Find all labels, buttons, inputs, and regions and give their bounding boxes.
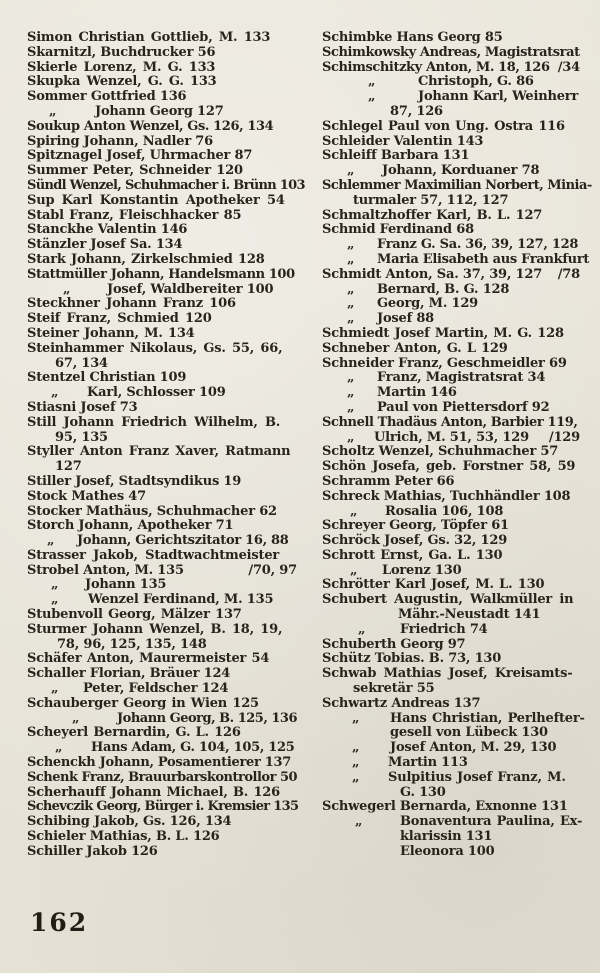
entry-text: Schimschitzky Anton, M. 18, 126 xyxy=(322,59,550,75)
entry-text: Schmid Ferdinand 68 xyxy=(322,222,474,238)
index-entry-line xyxy=(27,756,297,771)
index-entry-line xyxy=(322,578,580,593)
entry-text: Sulpitius Josef Franz, M. xyxy=(388,769,566,785)
index-entry-line xyxy=(27,431,297,446)
entry-text: Schwegerl Bernarda, Exnonne 131 xyxy=(322,799,568,815)
entry-text: Schröck Josef, Gs. 32, 129 xyxy=(322,533,508,549)
index-entry-line xyxy=(322,357,580,372)
entry-text: Schuberth Georg 97 xyxy=(322,636,466,652)
ditto-mark: „ xyxy=(347,163,355,179)
index-entry-line xyxy=(322,401,580,416)
index-entry-line xyxy=(27,120,297,135)
index-entry-line xyxy=(322,135,580,150)
ditto-mark: „ xyxy=(51,385,59,401)
entry-text: Schreck Mathias, Tuchhändler 108 xyxy=(322,488,571,504)
entry-text: Bernard, B. G. 128 xyxy=(377,281,510,297)
index-entry-line xyxy=(322,268,580,283)
entry-text: Schütz Tobias. B. 73, 130 xyxy=(322,651,502,667)
entry-text: Storch Johann, Apotheker 71 xyxy=(27,518,234,534)
index-entry-line xyxy=(27,297,297,312)
entry-text: Rosalia 106, 108 xyxy=(385,503,504,519)
entry-text: Franz G. Sa. 36, 39, 127, 128 xyxy=(377,237,579,253)
entry-text: Bonaventura Paulina, Ex- xyxy=(400,814,583,830)
index-entry-line xyxy=(27,667,297,682)
index-entry-line xyxy=(27,593,297,608)
index-entry-line xyxy=(322,164,580,179)
page-number: 162 xyxy=(30,908,89,937)
entry-text: Schimkowsky Andreas, Magistratsrat xyxy=(322,44,580,60)
index-entry-line xyxy=(27,238,297,253)
index-entry-line xyxy=(322,741,580,756)
index-entry-line xyxy=(27,830,297,845)
index-entry-line xyxy=(27,741,297,756)
ditto-mark: „ xyxy=(347,281,355,297)
index-entry-line xyxy=(322,149,580,164)
index-entry-line xyxy=(27,490,297,505)
ditto-mark: „ xyxy=(358,621,366,637)
index-entry-line xyxy=(322,46,580,61)
index-entry-line xyxy=(27,327,297,342)
entry-text: Stark Johann, Zirkelschmied 128 xyxy=(27,251,265,267)
entry-text: Sturmer Johann Wenzel, B. 18, 19, xyxy=(27,621,283,637)
entry-text: Soukup Anton Wenzel, Gs. 126, 134 xyxy=(27,118,274,134)
entry-text: Schibing Jakob, Gs. 126, 134 xyxy=(27,814,232,830)
entry-text: sekretär 55 xyxy=(353,681,435,697)
index-entry-line xyxy=(322,490,580,505)
index-entry-line xyxy=(322,710,585,727)
index-entry-line xyxy=(27,75,297,90)
index-entry-line xyxy=(27,90,297,105)
entry-page-ref-right: /129 xyxy=(548,429,580,445)
index-entry-line xyxy=(322,475,580,490)
entry-page-ref-right: /34 xyxy=(557,59,580,75)
entry-text: Franz, Magistratsrat 34 xyxy=(377,370,546,386)
index-entry-line xyxy=(322,771,580,786)
index-entry-line xyxy=(322,682,580,697)
entry-text: Sündl Wenzel, Schuhmacher i. Brünn 103 xyxy=(27,177,305,193)
entry-text: Johann Georg 127 xyxy=(95,103,224,119)
index-entry-line xyxy=(322,549,580,564)
entry-text: Schmaltzhoffer Karl, B. L. 127 xyxy=(322,207,543,223)
ditto-mark: „ xyxy=(55,740,63,756)
entry-text: Stänzler Josef Sa. 134 xyxy=(27,237,183,253)
entry-text: Steinhammer Nikolaus, Gs. 55, 66, xyxy=(27,340,283,356)
index-entry-line xyxy=(322,460,580,475)
entry-text: Schwartz Andreas 137 xyxy=(322,695,481,711)
entry-text: Summer Peter, Schneider 120 xyxy=(27,163,243,179)
index-entry-line xyxy=(322,638,580,653)
entry-text: Schreyer Georg, Töpfer 61 xyxy=(322,518,509,534)
entry-text: Christoph, G. 86 xyxy=(418,74,534,90)
index-entry-line xyxy=(322,75,580,90)
entry-text: Johann Georg, B. 125, 136 xyxy=(117,710,298,726)
ditto-mark: „ xyxy=(368,89,376,105)
index-entry-line xyxy=(27,697,297,712)
index-entry-line xyxy=(322,223,580,238)
index-entry-line xyxy=(322,416,580,431)
entry-text: Strasser Jakob, Stadtwachtmeister xyxy=(27,547,280,563)
index-entry-line xyxy=(27,786,297,801)
ditto-mark: „ xyxy=(368,74,376,90)
entry-text: G. 130 xyxy=(400,784,446,800)
index-entry-line xyxy=(27,194,297,209)
entry-text: Schwab Mathias Josef, Kreisamts- xyxy=(322,666,573,682)
index-entry-line xyxy=(27,283,297,298)
index-entry-line xyxy=(322,120,580,135)
ditto-mark: „ xyxy=(352,740,360,756)
index-entry-line xyxy=(322,371,580,386)
index-column-left xyxy=(27,30,305,860)
entry-text: Josef, Waldbereiter 100 xyxy=(107,281,274,297)
index-entry-line xyxy=(27,652,297,667)
ditto-mark: „ xyxy=(347,237,355,253)
index-entry-line xyxy=(27,682,297,697)
index-entry-line xyxy=(322,342,580,357)
index-entry-line xyxy=(322,756,580,771)
entry-text: Stentzel Christian 109 xyxy=(27,370,187,386)
entry-text: Eleonora 100 xyxy=(400,843,495,859)
entry-text: Schön Josefa, geb. Forstner 58, 59 xyxy=(322,459,576,475)
entry-text: Schubert Augustin, Walkmüller in xyxy=(322,592,574,608)
index-entry-line xyxy=(322,593,580,608)
entry-text: Stocker Mathäus, Schuhmacher 62 xyxy=(27,503,277,519)
entry-text: Scheyerl Bernardin, G. L. 126 xyxy=(27,725,241,741)
entry-text: turmaler 57, 112, 127 xyxy=(353,192,509,208)
index-entry-line xyxy=(27,608,297,623)
ditto-mark: „ xyxy=(352,710,360,726)
ditto-mark: „ xyxy=(352,769,360,785)
entry-text: Schevczik Georg, Bürger i. Kremsier 135 xyxy=(27,799,299,815)
entry-text: Mähr.-Neustadt 141 xyxy=(398,607,541,623)
entry-text: Schleider Valentin 143 xyxy=(322,133,484,149)
entry-text: Sup Karl Konstantin Apotheker 54 xyxy=(27,192,285,208)
index-entry-line xyxy=(322,830,580,845)
entry-text: Lorenz 130 xyxy=(382,562,462,578)
index-entry-line xyxy=(27,549,297,564)
entry-text: Schaller Florian, Bräuer 124 xyxy=(27,666,231,682)
index-entry-line xyxy=(27,460,297,475)
entry-text: Steckhner Johann Franz 106 xyxy=(27,296,236,312)
index-entry-line xyxy=(27,475,297,490)
entry-text: Schlemmer Maximilian Norbert, Minia- xyxy=(322,177,592,193)
ditto-mark: „ xyxy=(355,814,363,830)
index-entry-line xyxy=(322,90,580,105)
index-entry-line xyxy=(322,297,580,312)
entry-text: Styller Anton Franz Xaver, Ratmann xyxy=(27,444,291,460)
entry-text: Schieler Mathias, B. L. 126 xyxy=(27,829,220,845)
ditto-mark: „ xyxy=(350,503,358,519)
index-entry-line xyxy=(27,564,297,579)
index-entry-line xyxy=(322,194,580,209)
index-entry-line xyxy=(27,268,297,283)
index-entry-line xyxy=(322,652,580,667)
entry-text: Johann Karl, Weinherr xyxy=(418,89,579,105)
index-entry-line xyxy=(27,416,297,431)
entry-text: Josef 88 xyxy=(377,311,435,327)
entry-text: Martin 146 xyxy=(377,385,457,401)
index-entry-line xyxy=(322,327,580,342)
entry-text: Wenzel Ferdinand, M. 135 xyxy=(88,592,274,608)
entry-page-ref-right: /78 xyxy=(557,266,580,282)
index-entry-line xyxy=(27,342,297,357)
entry-text: Stattmüller Johann, Handelsmann 100 xyxy=(27,266,295,282)
entry-text: Schlegel Paul von Ung. Ostra 116 xyxy=(322,118,565,134)
index-entry-line xyxy=(322,177,592,194)
entry-text: Schenk Franz, Brauurbarskontrollor 50 xyxy=(27,769,298,785)
index-entry-line xyxy=(27,815,297,830)
entry-text: Johann, Korduaner 78 xyxy=(382,163,540,179)
ditto-mark: „ xyxy=(49,103,57,119)
ditto-mark: „ xyxy=(352,755,360,771)
ditto-mark: „ xyxy=(47,533,55,549)
entry-text: Martin 113 xyxy=(388,755,468,771)
index-entry-line xyxy=(322,386,580,401)
entry-text: Simon Christian Gottlieb, M. 133 xyxy=(27,30,271,45)
entry-text: Scholtz Wenzel, Schuhmacher 57 xyxy=(322,444,559,460)
entry-text: 95, 135 xyxy=(55,429,108,445)
ditto-mark: „ xyxy=(347,385,355,401)
index-entry-line xyxy=(322,726,580,741)
index-entry-line xyxy=(322,564,580,579)
entry-text: Schneber Anton, G. L 129 xyxy=(322,340,508,356)
entry-text: Schauberger Georg in Wien 125 xyxy=(27,695,259,711)
index-column-right xyxy=(322,30,592,860)
entry-text: Peter, Feldscher 124 xyxy=(83,681,229,697)
index-entry-line xyxy=(27,253,297,268)
ditto-mark: „ xyxy=(72,710,80,726)
entry-text: Steif Franz, Schmied 120 xyxy=(27,311,212,327)
entry-text: Stock Mathes 47 xyxy=(27,488,146,504)
entry-text: Skupka Wenzel, G. G. 133 xyxy=(27,74,217,90)
index-entry-line xyxy=(322,623,580,638)
entry-text: Stanckhe Valentin 146 xyxy=(27,222,188,238)
entry-text: Stiller Josef, Stadtsyndikus 19 xyxy=(27,473,242,489)
entry-text: Strobel Anton, M. 135 xyxy=(27,562,184,578)
index-entry-line xyxy=(27,31,297,46)
entry-text: Paul von Piettersdorf 92 xyxy=(377,399,550,415)
ditto-mark: „ xyxy=(347,311,355,327)
index-entry-line xyxy=(27,149,297,164)
entry-text: 67, 134 xyxy=(55,355,108,371)
index-entry-line xyxy=(322,786,580,801)
index-entry-line xyxy=(322,519,580,534)
index-entry-line xyxy=(27,401,297,416)
index-entry-line xyxy=(322,845,580,860)
entry-text: Johann, Gerichtszitator 16, 88 xyxy=(77,533,289,549)
index-entry-line xyxy=(27,845,297,860)
index-entry-line xyxy=(322,283,580,298)
entry-text: Stabl Franz, Fleischhacker 85 xyxy=(27,207,242,223)
entry-text: Schiller Jakob 126 xyxy=(27,843,158,859)
ditto-mark: „ xyxy=(350,562,358,578)
index-entry-line xyxy=(27,800,297,815)
index-entry-line xyxy=(27,534,297,549)
entry-text: 127 xyxy=(55,459,82,475)
index-entry-line xyxy=(27,371,297,386)
index-entry-line xyxy=(322,814,583,830)
index-entry-line xyxy=(27,386,297,401)
index-entry-line xyxy=(27,209,297,224)
ditto-mark: „ xyxy=(347,251,355,267)
index-entry-line xyxy=(27,726,297,741)
index-entry-line xyxy=(322,209,580,224)
index-entry-line xyxy=(27,61,297,76)
entry-text: 78, 96, 125, 135, 148 xyxy=(57,636,207,652)
entry-text: Johann 135 xyxy=(85,577,167,593)
ditto-mark: „ xyxy=(51,681,59,697)
ditto-mark: „ xyxy=(347,296,355,312)
entry-text: Schrott Ernst, Ga. L. 130 xyxy=(322,547,503,563)
index-entry-line xyxy=(322,31,580,46)
index-entry-line xyxy=(27,771,297,786)
index-entry-line xyxy=(27,519,297,534)
index-entry-line xyxy=(322,534,580,549)
entry-text: 87, 126 xyxy=(390,103,443,119)
entry-text: Steiner Johann, M. 134 xyxy=(27,325,195,341)
ditto-mark: „ xyxy=(347,399,355,415)
index-entry-line xyxy=(27,623,297,638)
index-entry-line xyxy=(322,61,580,76)
entry-text: Hans Adam, G. 104, 105, 125 xyxy=(91,740,295,756)
entry-text: Maria Elisabeth aus Frankfurt xyxy=(377,251,590,267)
ditto-mark: „ xyxy=(347,429,355,445)
entry-text: Sommer Gottfried 136 xyxy=(27,89,187,105)
index-entry-line xyxy=(322,105,580,120)
ditto-mark: „ xyxy=(347,370,355,386)
ditto-mark: „ xyxy=(51,592,59,608)
index-entry-line xyxy=(27,712,297,727)
entry-text: Spiring Johann, Nadler 76 xyxy=(27,133,213,149)
entry-text: Josef Anton, M. 29, 130 xyxy=(390,740,557,756)
entry-text: Spitznagel Josef, Uhrmacher 87 xyxy=(27,148,253,164)
entry-text: Scherhauff Johann Michael, B. 126 xyxy=(27,784,280,800)
index-entry-line xyxy=(27,505,297,520)
entry-text: Hans Christian, Perlhefter- xyxy=(390,710,585,726)
index-entry-line xyxy=(27,445,297,460)
entry-text: Schramm Peter 66 xyxy=(322,473,455,489)
entry-text: Skarnitzl, Buchdrucker 56 xyxy=(27,44,216,60)
entry-text: Schmidt Anton, Sa. 37, 39, 127 xyxy=(322,266,543,282)
index-entry-line xyxy=(322,251,590,268)
index-entry-line xyxy=(27,105,297,120)
ditto-mark: „ xyxy=(63,281,71,297)
entry-page-ref-right: /70, 97 xyxy=(248,562,297,578)
ditto-mark: „ xyxy=(51,577,59,593)
index-entry-line xyxy=(27,312,297,327)
index-entry-line xyxy=(322,505,580,520)
entry-text: gesell von Lübeck 130 xyxy=(390,725,548,741)
entry-text: Stubenvoll Georg, Mälzer 137 xyxy=(27,607,242,623)
index-entry-line xyxy=(322,667,580,682)
entry-text: Schmiedt Josef Martin, M. G. 128 xyxy=(322,325,564,341)
index-entry-line xyxy=(27,357,297,372)
entry-text: Stiasni Josef 73 xyxy=(27,399,138,415)
entry-text: Schenckh Johann, Posamentierer 137 xyxy=(27,755,291,771)
index-entry-line xyxy=(27,46,297,61)
index-entry-line xyxy=(322,800,580,815)
entry-text: Karl, Schlosser 109 xyxy=(87,385,226,401)
entry-text: Skierle Lorenz, M. G. 133 xyxy=(27,59,216,75)
index-entry-line xyxy=(27,223,297,238)
index-entry-line xyxy=(322,431,580,446)
index-entry-line xyxy=(322,445,580,460)
entry-text: Schleiff Barbara 131 xyxy=(322,148,470,164)
entry-text: Schrötter Karl Josef, M. L. 130 xyxy=(322,577,545,593)
entry-text: Schnell Thadäus Anton, Barbier 119, xyxy=(322,414,578,430)
entry-text: Schimbke Hans Georg 85 xyxy=(322,30,503,45)
index-entry-line xyxy=(322,697,580,712)
entry-text: Ulrich, M. 51, 53, 129 xyxy=(374,429,529,445)
entry-text: Schneider Franz, Geschmeidler 69 xyxy=(322,355,567,371)
index-entry-line xyxy=(322,238,580,253)
entry-text: Georg, M. 129 xyxy=(377,296,479,312)
entry-text: Friedrich 74 xyxy=(400,621,488,637)
index-entry-line xyxy=(27,578,297,593)
entry-text: Still Johann Friedrich Wilhelm, B. xyxy=(27,414,281,430)
index-entry-line xyxy=(27,164,297,179)
index-entry-line xyxy=(322,608,580,623)
index-entry-line xyxy=(322,312,580,327)
entry-text: klarissin 131 xyxy=(400,829,493,845)
index-entry-line xyxy=(27,177,305,194)
index-entry-line xyxy=(27,638,297,653)
index-entry-line xyxy=(27,135,297,150)
entry-text: Schäfer Anton, Maurermeister 54 xyxy=(27,651,270,667)
